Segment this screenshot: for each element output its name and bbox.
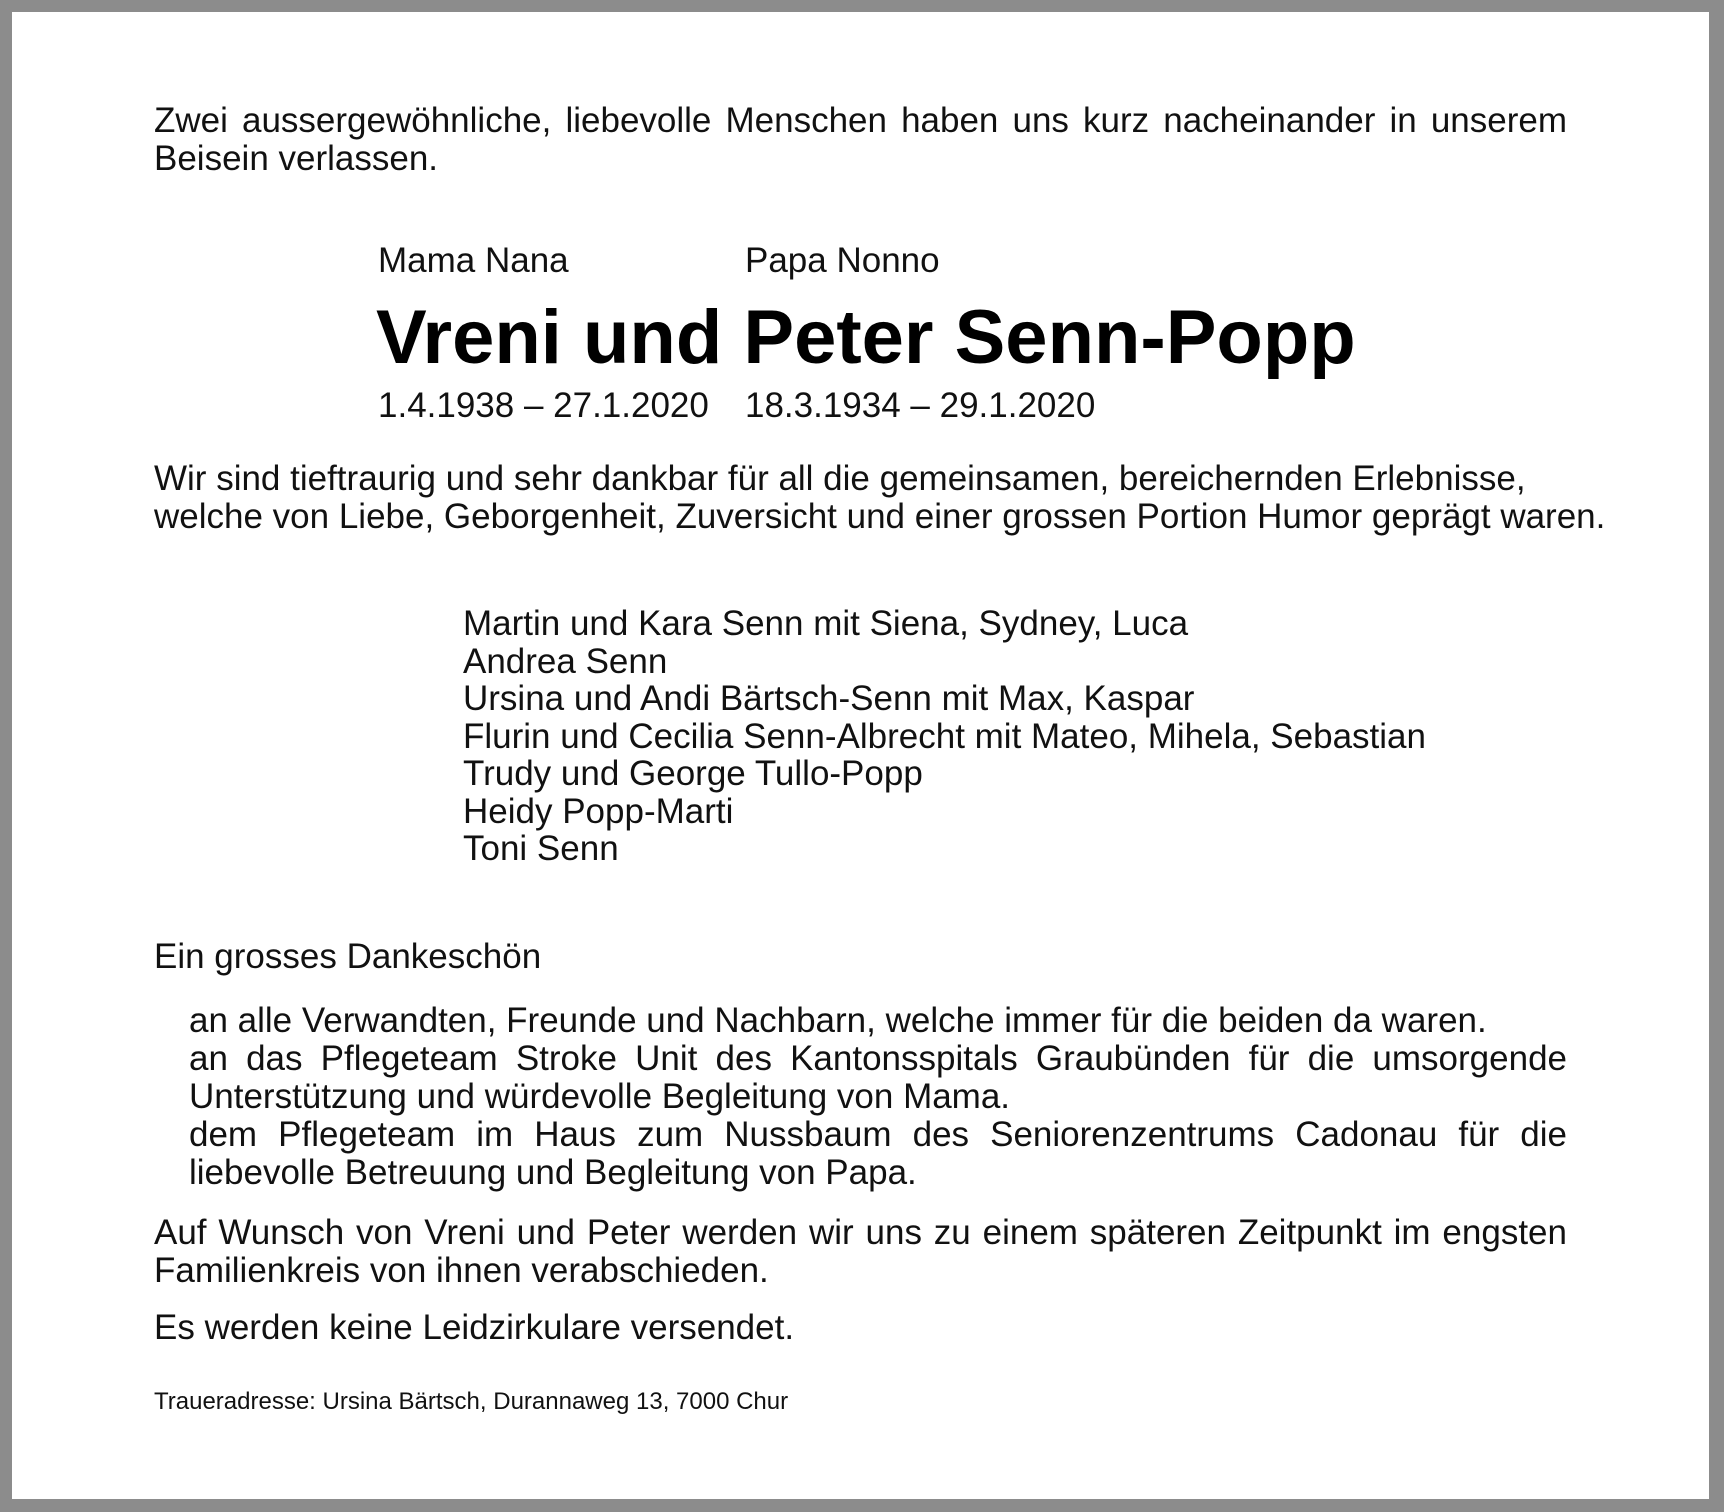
gratitude-line: Wir sind tieftraurig und sehr dankbar für all die gemeinsamen, bereichernden Erlebnisse,	[154, 459, 1526, 498]
family-member: Trudy und George Tullo-Popp	[463, 754, 923, 793]
family-member: Toni Senn	[463, 829, 619, 868]
thanks-heading: Ein grosses Dankeschön	[154, 937, 542, 976]
gratitude-text	[154, 460, 1605, 536]
family-member: Heidy Popp-Marti	[463, 791, 734, 831]
obituary-sheet	[12, 12, 1709, 1499]
thanks-item: an alle Verwandten, Freunde und Nachbarn, welche immer für die beiden da waren.	[189, 1001, 1487, 1040]
dates-father: 18.3.1934 – 29.1.2020	[745, 386, 1096, 425]
dates-mother: 1.4.1938 – 27.1.2020	[378, 386, 709, 425]
family-list	[463, 605, 1426, 868]
family-member: Martin und Kara Senn mit Siena, Sydney, Luca	[463, 604, 1189, 643]
family-member: Flurin und Cecilia Senn-Albrecht mit Mateo, Mihela, Sebastian	[463, 716, 1426, 756]
gratitude-line: welche von Liebe, Geborgenheit, Zuversicht und einer grossen Portion Humor geprägt waren.	[154, 497, 1606, 536]
thanks-list	[189, 1002, 1567, 1192]
nickname-mother: Mama Nana	[378, 241, 569, 280]
thanks-item: dem Pflegeteam im Haus zum Nussbaum des Seniorenzentrums Cadonau für die liebevolle Betreuung und Begleitung von Papa.	[189, 1115, 1567, 1192]
family-member: Ursina und Andi Bärtsch-Senn mit Max, Kaspar	[463, 679, 1195, 718]
deceased-names: Vreni und Peter Senn-Popp	[376, 295, 1356, 380]
mourning-address: Traueradresse: Ursina Bärtsch, Durannaweg 13, 7000 Chur	[154, 1388, 789, 1415]
intro-text: Zwei aussergewöhnliche, liebevolle Menschen haben uns kurz nacheinander in unserem Beisein verlassen.	[154, 101, 1567, 178]
family-member: Andrea Senn	[463, 641, 668, 681]
thanks-item: an das Pflegeteam Stroke Unit des Kantonsspitals Graubünden für die umsorgende Unterstützung und würdevolle Begleitung von Mama.	[189, 1039, 1567, 1116]
farewell-text: Auf Wunsch von Vreni und Peter werden wir uns zu einem späteren Zeitpunkt im engsten Familienkreis von ihnen verabschieden.	[154, 1213, 1567, 1290]
nickname-father: Papa Nonno	[745, 241, 940, 280]
no-circulars-text: Es werden keine Leidzirkulare versendet.	[154, 1308, 795, 1347]
